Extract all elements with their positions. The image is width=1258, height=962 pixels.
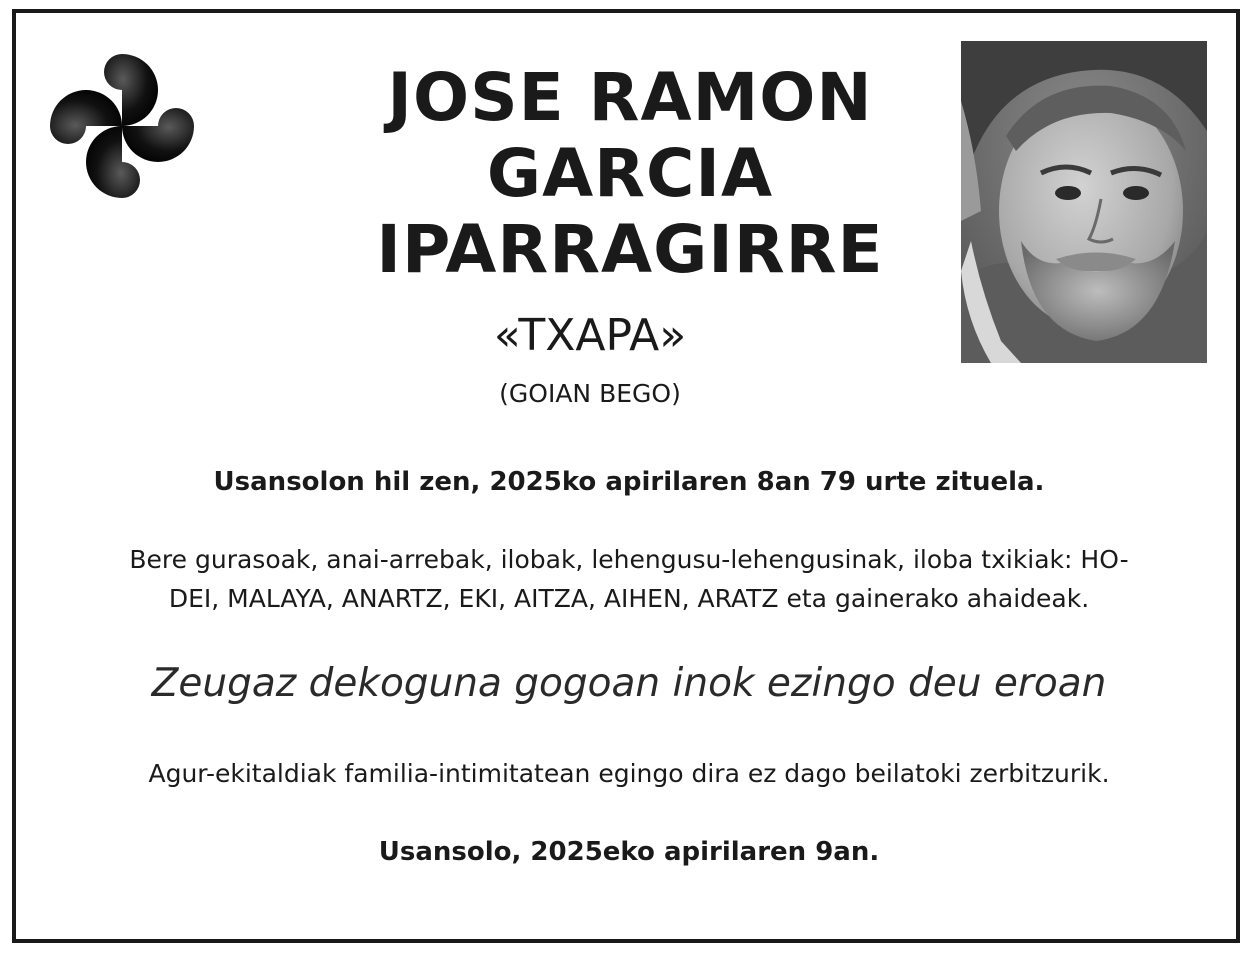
memorial-quote: Zeugaz dekoguna gogoan inok ezingo deu eroan bbox=[151, 661, 1107, 706]
nickname: «TXAPA» bbox=[493, 310, 687, 361]
name-line-1: JOSE RAMON bbox=[387, 59, 873, 136]
portrait-photo bbox=[961, 41, 1207, 363]
deceased-name bbox=[300, 60, 960, 288]
name-line-2: GARCIA bbox=[486, 135, 774, 212]
portrait-image bbox=[961, 41, 1207, 363]
family-line-1: Bere gurasoak, anai-arrebak, ilobak, lehengusu-lehengusinak, iloba txikiak: HO- bbox=[129, 545, 1129, 574]
goian-bego: (GOIAN BEGO) bbox=[499, 379, 681, 408]
lauburu-icon bbox=[48, 52, 196, 200]
family-list bbox=[72, 540, 1186, 618]
name-line-3: IPARRAGIRRE bbox=[376, 211, 884, 288]
ceremony-notice: Agur-ekitaldiak familia-intimitatean egingo dira ez dago beilatoki zerbitzurik. bbox=[148, 759, 1110, 788]
family-line-2: DEI, MALAYA, ANARTZ, EKI, AITZA, AIHEN, ARATZ eta gainerako ahaideak. bbox=[168, 584, 1090, 613]
place-and-date: Usansolo, 2025eko apirilaren 9an. bbox=[378, 837, 880, 867]
death-notice: Usansolon hil zen, 2025ko apirilaren 8an 79 urte zituela. bbox=[213, 467, 1045, 497]
